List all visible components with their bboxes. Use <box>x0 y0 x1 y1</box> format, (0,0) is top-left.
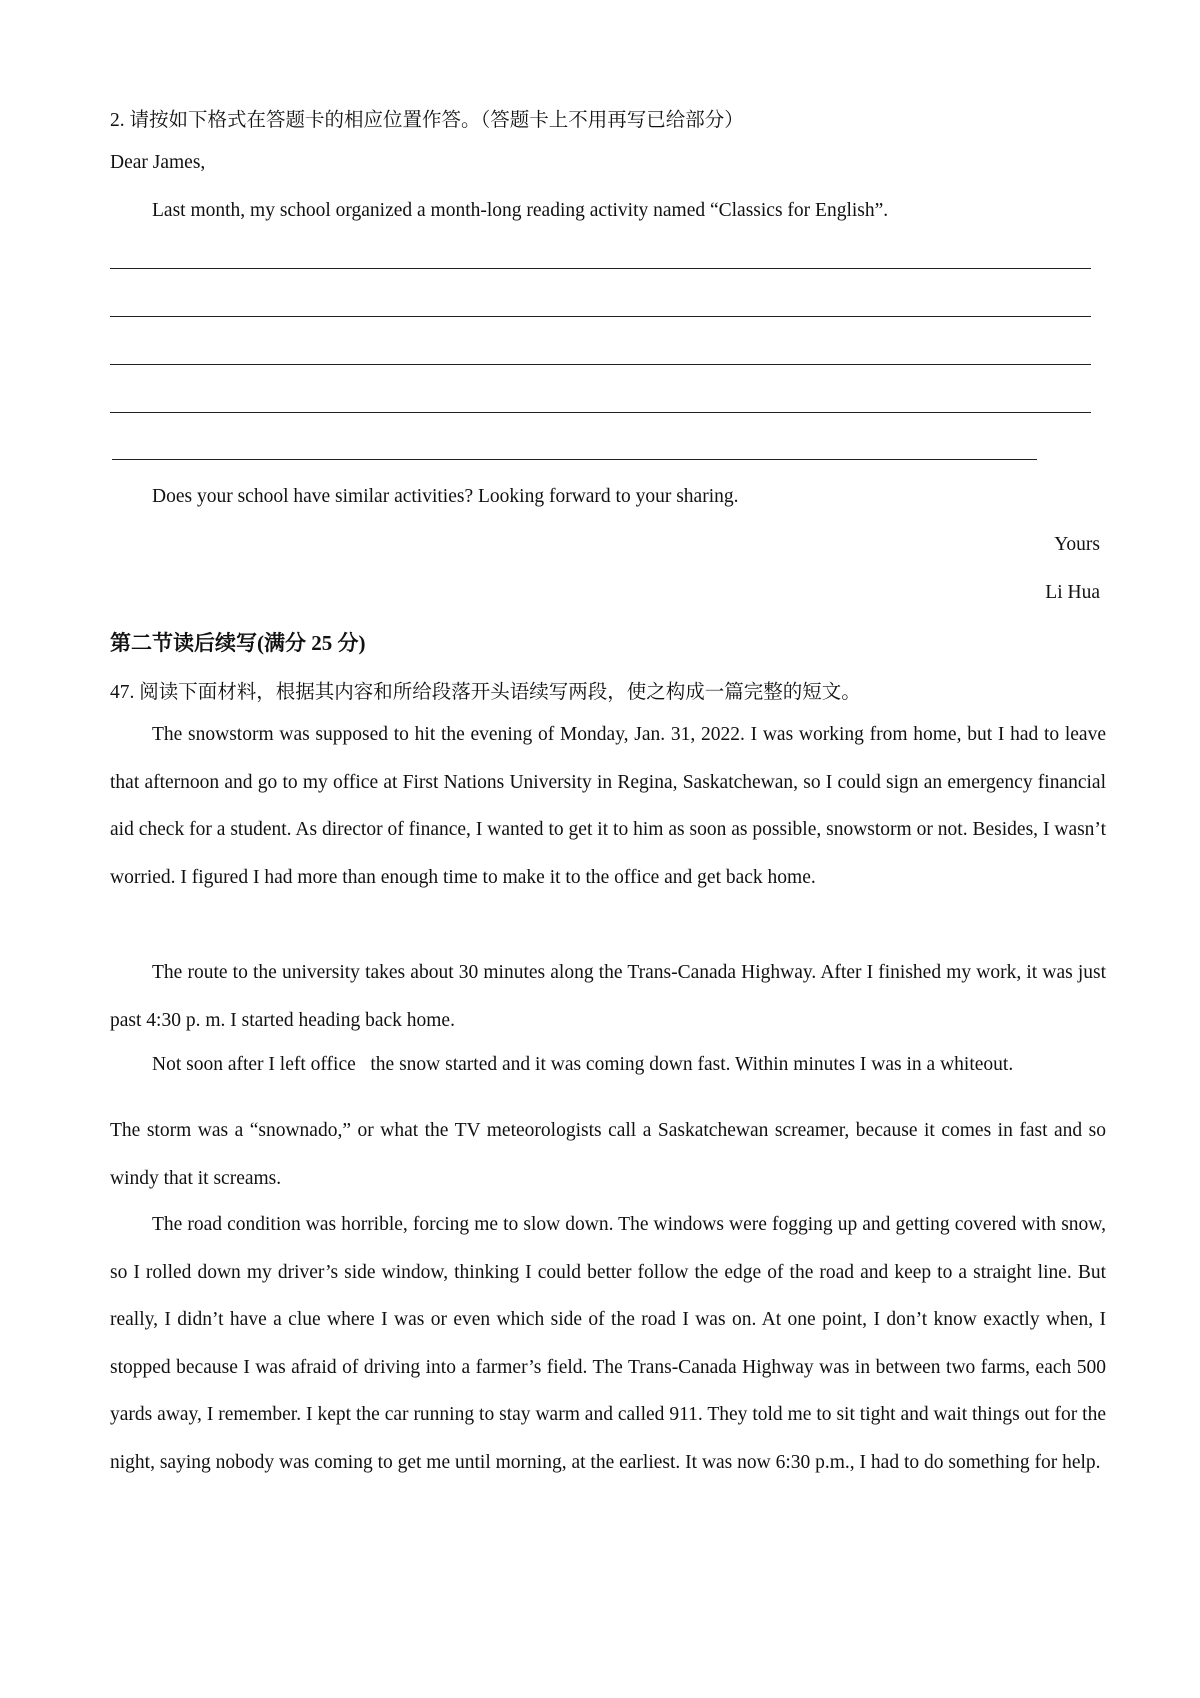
question-47: 47. 阅读下面材料，根据其内容和所给段落开头语续写两段，使之构成一篇完整的短文。 <box>110 682 861 703</box>
letter-closing: Does your school have similar activities? Looking forward to your sharing. <box>152 486 739 507</box>
passage-paragraph-3-continued: The storm was a “snownado,” or what the TV meteorologists call a Saskatchewan screamer, because it comes in fast and so windy that it screams. <box>110 1120 1106 1189</box>
letter-signature: Li Hua <box>1045 582 1100 603</box>
answer-line-1[interactable] <box>110 268 1091 269</box>
answer-line-4[interactable] <box>110 412 1091 413</box>
answer-line-5[interactable] <box>112 459 1037 460</box>
letter-salutation: Dear James, <box>110 152 206 173</box>
letter-sign-off: Yours <box>1054 534 1100 555</box>
instruction-2: 2. 请按如下格式在答题卡的相应位置作答。（答题卡上不用再写已给部分） <box>110 110 744 131</box>
letter-opening: Last month, my school organized a month-long reading activity named “Classics for English”. <box>152 200 889 221</box>
passage-paragraph-2: The route to the university takes about 30 minutes along the Trans-Canada Highway. After I finished my work, it was just past 4:30 p. m. I started heading back home. <box>110 962 1106 1031</box>
answer-line-2[interactable] <box>110 316 1091 317</box>
passage-paragraph-1: The snowstorm was supposed to hit the evening of Monday, Jan. 31, 2022. I was working from home, but I had to leave that afternoon and go to my office at First Nations University in Regina, Saskatchewan, so I could sign an emergency financial aid check for a student. As director of finance, I wanted to get it to him as soon as possible, snowstorm or not. Besides, I wasn’t worried. I figured I had more than enough time to make it to the office and get back home. <box>110 724 1106 888</box>
section-heading: 第二节读后续写(满分 25 分) <box>110 631 366 655</box>
answer-line-3[interactable] <box>110 364 1091 365</box>
passage-paragraph-3-line-1: Not soon after I left office the snow started and it was coming down fast. Within minutes I was in a whiteout. <box>152 1054 1014 1075</box>
passage-paragraph-4: The road condition was horrible, forcing me to slow down. The windows were fogging up and getting covered with snow, so I rolled down my driver’s side window, thinking I could better follow the edge of the road and keep to a straight line. But really, I didn’t have a clue where I was or even which side of the road I was on. At one point, I don’t know exactly when, I stopped because I was afraid of driving into a farmer’s field. The Trans-Canada Highway was in between two farms, each 500 yards away, I remember. I kept the car running to stay warm and called 911. They told me to sit tight and wait things out for the night, saying nobody was coming to get me until morning, at the earliest. It was now 6:30 p.m., I had to do something for help. <box>110 1214 1106 1473</box>
